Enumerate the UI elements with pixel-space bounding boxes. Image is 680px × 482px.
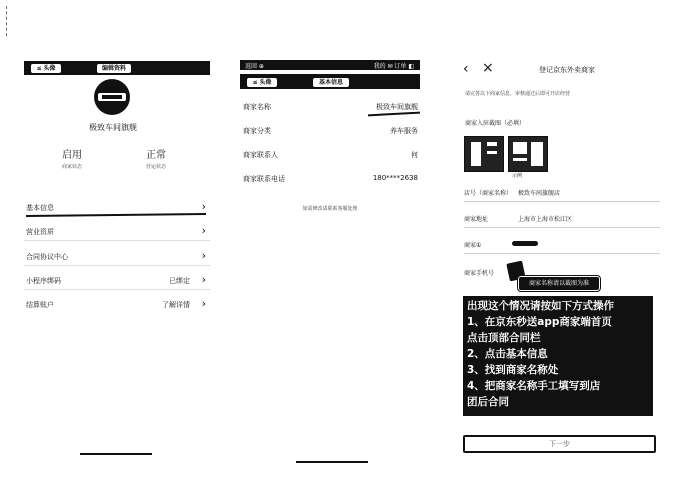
field-value: 极致车间旗舰: [376, 103, 418, 111]
close-icon[interactable]: ×: [482, 60, 494, 76]
highlight-scribble: [368, 112, 420, 117]
page-title: 登记京东外卖商家: [539, 66, 595, 74]
middle-status-bar: [240, 60, 420, 70]
contact-row: [464, 238, 660, 250]
notice-line: 1、在京东秒送app商家端首页: [467, 316, 612, 328]
back-icon[interactable]: ‹: [463, 61, 469, 77]
stat-label: 商家状态: [61, 164, 82, 170]
field-label: 商家手机号: [464, 270, 495, 277]
notice-line: 点击顶部合同栏: [467, 332, 541, 344]
intro-text: 请完善以下商家信息，审核通过后即可开店经营: [465, 91, 571, 97]
notice-line: 4、把商家名称手工填写到店: [467, 380, 601, 392]
chevron-right-icon: ›: [201, 297, 206, 310]
notice-line: 出现这个情况请按如下方式操作: [467, 300, 614, 312]
menu-item-qualifications[interactable]: [24, 224, 210, 238]
instruction-notice: [463, 296, 653, 416]
menu-item-label: 合同协议中心: [26, 253, 68, 261]
stat-merchant-status: [52, 146, 92, 170]
submit-button-label: 下一步: [549, 440, 570, 448]
field-label: 商家分类: [243, 127, 271, 135]
store-name-input[interactable]: 极致车间旗舰店: [518, 190, 561, 197]
field-label: 商家①: [464, 242, 482, 249]
field-value: 何: [411, 151, 418, 159]
menu-item-label: 营业资质: [26, 228, 54, 236]
menu-item-mini-program[interactable]: [24, 273, 210, 287]
field-row-category: [240, 124, 420, 136]
menu-item-contract-center[interactable]: [24, 249, 210, 263]
stat-label: 营运状态: [145, 164, 166, 170]
menu-item-value: 了解详情: [162, 301, 190, 309]
menu-item-settlement[interactable]: [24, 297, 210, 311]
address-input[interactable]: 上海市上海市松江区: [518, 216, 573, 223]
name-tooltip: 商家名称请以截图为准: [518, 276, 600, 291]
menu-item-label: 结算账户: [26, 301, 54, 309]
store-logo-icon: [94, 79, 130, 115]
chevron-right-icon: ›: [201, 200, 206, 213]
middle-back-button[interactable]: ≤ 头像: [246, 77, 278, 88]
chevron-right-icon: ›: [201, 273, 206, 286]
photo-sample-hint: 示例: [512, 173, 523, 179]
contact-redacted: [512, 241, 538, 246]
photo-label: 商家入驻截图（必填）: [465, 120, 526, 127]
home-indicator: [296, 461, 368, 463]
field-value: 养车服务: [390, 127, 418, 135]
field-value: 180****2638: [372, 174, 418, 182]
submit-button[interactable]: [463, 435, 656, 453]
notice-line: 2、点击基本信息: [467, 348, 548, 360]
upload-photo-thumb[interactable]: [464, 136, 504, 172]
menu-item-value: 已绑定: [169, 277, 190, 285]
field-row-store-name: [240, 100, 420, 112]
notice-line: 团后合同: [467, 396, 509, 408]
status-left: 返回 ⊕: [245, 63, 264, 70]
stat-value: 正常: [146, 150, 166, 161]
modify-hint: 如需修改请联系客服处理: [302, 206, 358, 212]
address-row: [464, 212, 660, 224]
field-label: 商家地址: [464, 216, 489, 223]
left-edge-mark: [6, 6, 14, 36]
field-label: 店号（商家名称）: [464, 190, 513, 197]
stat-value: 启用: [62, 150, 82, 161]
stat-operation-status: [136, 146, 176, 170]
sample-photo-thumb: [508, 136, 548, 172]
store-name-row: [464, 186, 660, 198]
edit-profile-button[interactable]: 编辑资料: [96, 63, 132, 74]
status-right: 我的 ✉ 订单 ◧: [373, 63, 414, 70]
menu-item-label: 基本信息: [26, 204, 54, 212]
field-row-contact: [240, 148, 420, 160]
back-avatar-button[interactable]: ≤ 头像: [30, 63, 62, 74]
chevron-right-icon: ›: [201, 249, 206, 262]
notice-line: 3、找到商家名称处: [467, 364, 559, 376]
field-label: 商家名称: [243, 103, 271, 111]
field-label: 商家联系电话: [243, 175, 285, 183]
menu-item-basic-info[interactable]: [24, 200, 210, 214]
menu-item-label: 小程序绑码: [26, 277, 61, 285]
middle-page-title: 基本信息: [312, 77, 350, 88]
field-label: 商家联系人: [243, 151, 278, 159]
chevron-right-icon: ›: [201, 224, 206, 237]
store-name: 极致车间旗舰: [89, 123, 137, 132]
field-row-phone: [240, 172, 420, 184]
home-indicator: [80, 453, 152, 455]
